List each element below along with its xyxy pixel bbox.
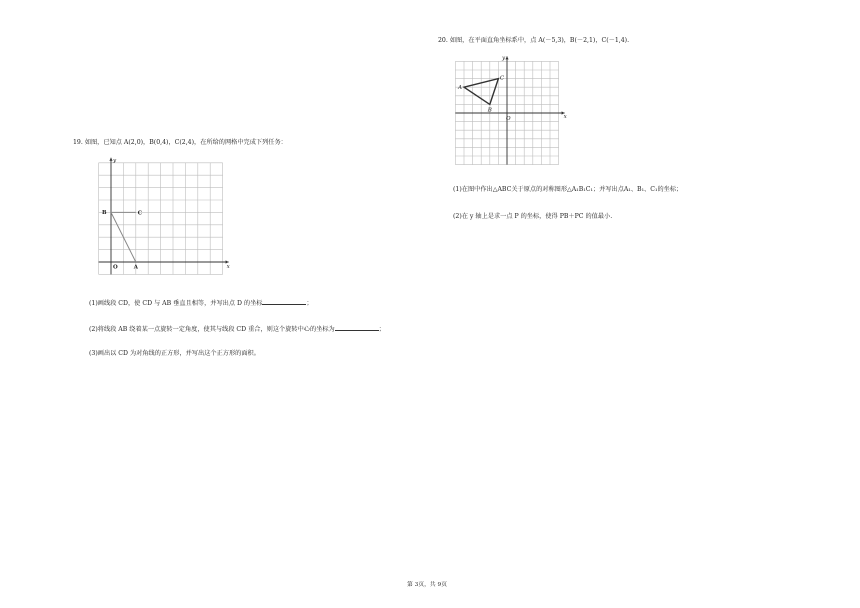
q19-part2-line bbox=[89, 325, 385, 334]
origin-label: O bbox=[506, 116, 511, 122]
origin-label: O bbox=[113, 264, 118, 271]
q20-number: 20. bbox=[438, 37, 448, 44]
q19-part1: (1)画线段 CD，使 CD 与 AB 垂直且相等，并写出点 D 的坐标 bbox=[89, 300, 263, 307]
point-a-label: A bbox=[133, 264, 138, 271]
q19-part1-line bbox=[89, 299, 313, 308]
point-b-label: B bbox=[487, 107, 492, 114]
y-axis-label: y bbox=[113, 157, 117, 164]
q20-stem: 如图，在平面直角坐标系中，点 A(－5,3)，B(－2,1)，C(－1,4). bbox=[449, 37, 630, 44]
q19-part2-end: ； bbox=[378, 326, 385, 333]
q19-stem-line bbox=[73, 139, 287, 147]
y-axis-label: y bbox=[502, 55, 506, 62]
answer-blank-2[interactable] bbox=[335, 325, 379, 331]
q19-coordinate-grid bbox=[90, 154, 230, 272]
x-axis-label: x bbox=[226, 264, 230, 270]
point-a-label: A bbox=[458, 85, 463, 92]
q19-number: 19. bbox=[73, 139, 83, 146]
point-c-label: C bbox=[499, 75, 505, 82]
q20-stem-line bbox=[438, 37, 629, 45]
q20-part2: (2)在 y 轴上是求一点 P 的坐标，使得 PB＋PC 的值最小. bbox=[453, 213, 613, 220]
point-c-label: C bbox=[137, 210, 143, 217]
q20-part1: (1)在图中作出△ABC关于原点的对称图形△A₁B₁C₁；并写出点A₁、B₁、C₁的坐标； bbox=[453, 186, 683, 193]
page-footer: 第 3页，共 9页 bbox=[407, 582, 448, 588]
q19-part1-end: ； bbox=[306, 300, 313, 307]
x-axis-label: x bbox=[563, 114, 567, 120]
q19-part2: (2)将线段 AB 绕着某一点旋转一定角度，使其与线段 CD 重合，则这个旋转中心的坐标为 bbox=[89, 326, 335, 333]
q19-stem: 如图，已知点 A(2,0)，B(0,4)，C(2,4)，在所给的网格中完成下列任务： bbox=[84, 139, 287, 146]
answer-blank-1[interactable] bbox=[262, 299, 306, 305]
q19-part3: (3)画出以 CD 为对角线的正方形，并写出这个正方形的面积。 bbox=[89, 350, 260, 357]
point-b-label: B bbox=[102, 209, 107, 216]
y-axis-arrow bbox=[505, 56, 508, 59]
q20-coordinate-grid bbox=[452, 55, 577, 173]
